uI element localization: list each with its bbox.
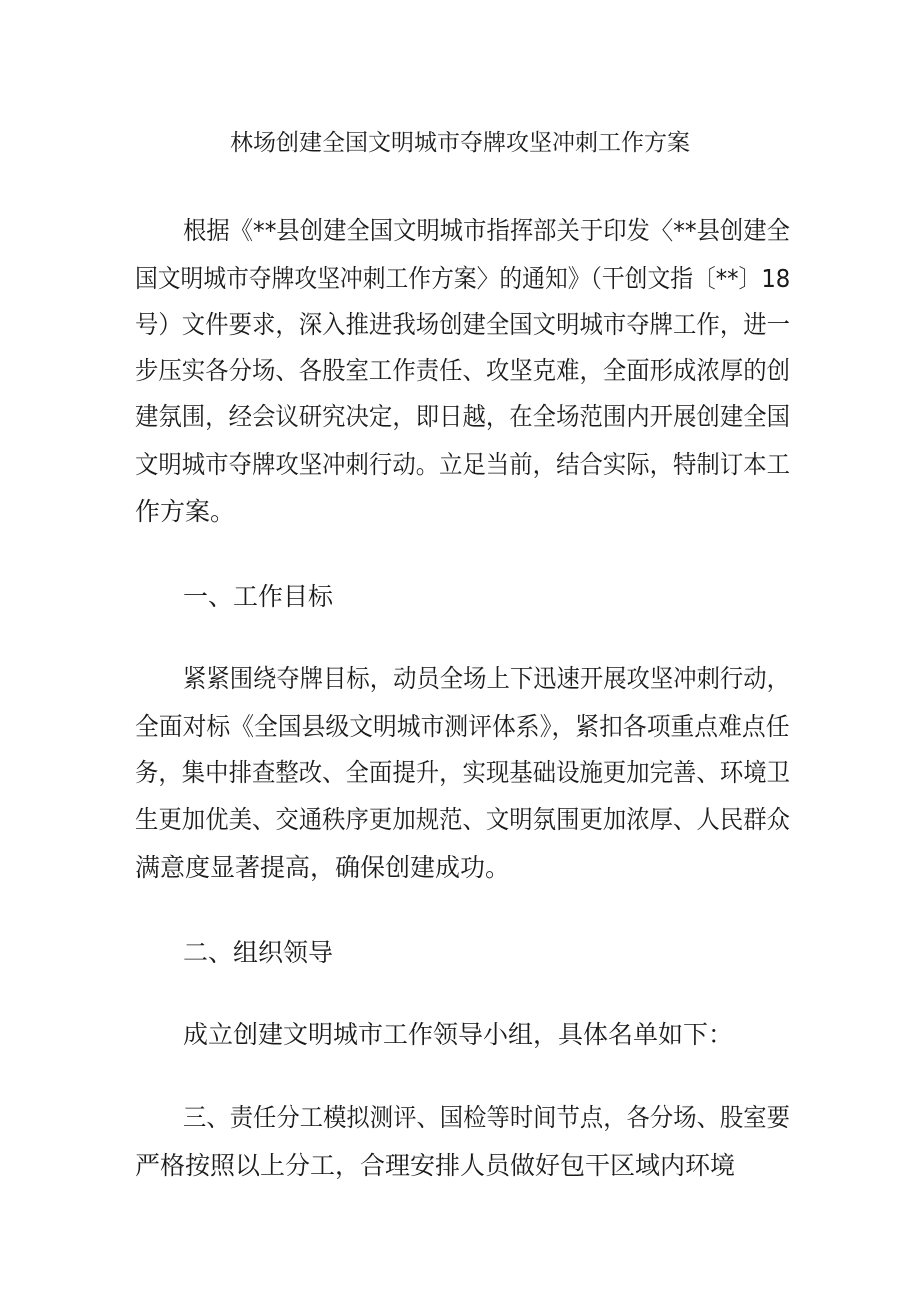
- section-1-line-3: 务，集中排查整改、全面提升，实现基础设施更加完善、环境卫: [135, 758, 791, 787]
- intro-line-5: 建氛围，经会议研究决定，即日越，在全场范围内开展创建全国: [135, 402, 791, 431]
- section-1-line-2: 全面对标《全国县级文明城市测评体系》，紧扣各项重点难点任: [135, 712, 790, 741]
- section-1-line-4: 生更加优美、交通秩序更加规范、文明氛围更加浓厚、人民群众: [135, 805, 791, 834]
- intro-line-3: 号）文件要求，深入推进我场创建全国文明城市夺牌工作，进一: [135, 310, 791, 339]
- section-3-line-1: 三、责任分工模拟测评、国检等时间节点，各分场、股室要: [183, 1103, 790, 1132]
- intro-line-6: 文明城市夺牌攻坚冲刺行动。立足当前，结合实际，特制订本工: [135, 450, 791, 479]
- intro-line-4: 步压实各分场、各股室工作责任、攻坚克难，全面形成浓厚的创: [135, 356, 791, 385]
- section-2-line: 成立创建文明城市工作领导小组，具体名单如下：: [183, 1020, 734, 1049]
- section-3-line-2: 严格按照以上分工，合理安排人员做好包干区域内环境: [135, 1151, 736, 1180]
- intro-line-1: 根据《**县创建全国文明城市指挥部关于印发〈**县创建全: [183, 216, 790, 245]
- document-title: 林场创建全国文明城市夺牌攻坚冲刺工作方案: [230, 130, 690, 156]
- section-2-heading: 二、组织领导: [183, 938, 334, 967]
- intro-line-2: 国文明城市夺牌攻坚冲刺工作方案〉的通知》（干创文指〔**〕18: [135, 264, 791, 293]
- section-1-heading: 一、工作目标: [183, 582, 334, 611]
- section-1-line-5: 满意度显著提高，确保创建成功。: [135, 853, 511, 882]
- section-1-line-1: 紧紧围绕夺牌目标，动员全场上下迅速开展攻坚冲刺行动，: [183, 664, 790, 693]
- intro-line-7: 作方案。: [135, 497, 236, 526]
